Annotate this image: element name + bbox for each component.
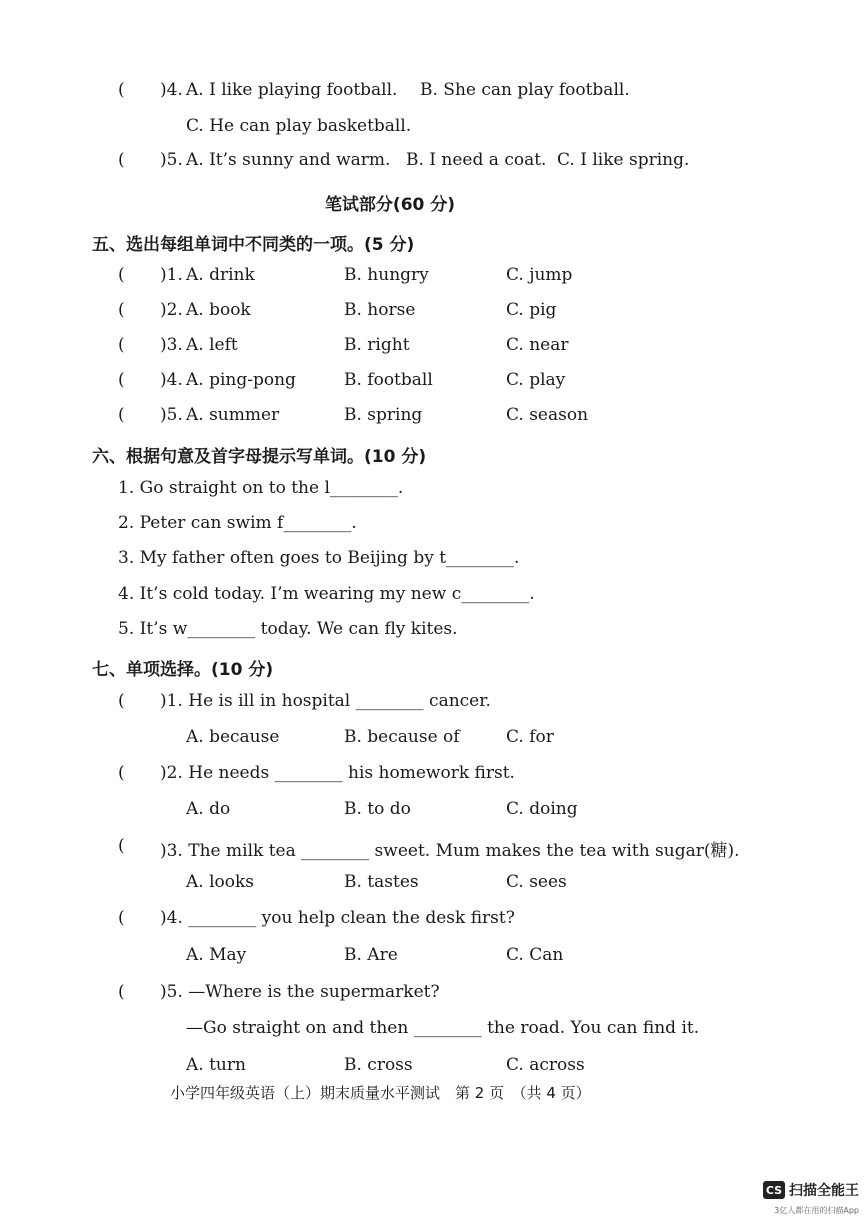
answer-paren: ( [118, 150, 125, 170]
option-a: A. It’s sunny and warm. [186, 150, 391, 170]
question-stem: )2. He needs ________ his homework first. [160, 763, 515, 783]
camscanner-logo-icon: CS [763, 1181, 785, 1199]
option-b: B. hungry [344, 265, 429, 285]
option-b: B. cross [344, 1055, 413, 1075]
option-c: C. across [506, 1055, 585, 1075]
page-footer: 小学四年级英语（上）期末质量水平测试 第 2 页 （共 4 页） [170, 1084, 591, 1102]
option-a: A. summer [186, 405, 280, 425]
option-c: C. Can [506, 945, 564, 965]
option-a: A. looks [186, 872, 255, 892]
option-b: B. right [344, 335, 410, 355]
option-c: C. season [506, 405, 589, 425]
option-c: C. I like spring. [557, 150, 690, 170]
option-c: C. doing [506, 799, 578, 819]
scanner-tagline: 3亿人都在用的扫描App [774, 1206, 859, 1215]
question-number: )2. [160, 300, 183, 320]
option-c: C. pig [506, 300, 557, 320]
answer-paren: ( [118, 763, 125, 783]
answer-paren: ( [118, 836, 125, 856]
question-stem: )4. ________ you help clean the desk first? [160, 908, 515, 928]
section-5-title: 五、选出每组单词中不同类的一项。(5 分) [92, 235, 415, 255]
section-6-title: 六、根据句意及首字母提示写单词。(10 分) [92, 447, 427, 467]
option-a: A. I like playing football. [186, 80, 398, 100]
option-c: C. for [506, 727, 554, 747]
option-b: B. Are [344, 945, 398, 965]
option-a: A. turn [186, 1055, 246, 1075]
answer-paren: ( [118, 370, 125, 390]
option-b: B. to do [344, 799, 411, 819]
question-stem: )5. —Where is the supermarket? [160, 982, 440, 1002]
option-a: A. book [186, 300, 251, 320]
fill-in-sentence: 1. Go straight on to the l________. [118, 478, 404, 498]
answer-paren: ( [118, 80, 125, 100]
answer-paren: ( [118, 335, 125, 355]
option-a: A. left [186, 335, 238, 355]
question-number: )4. [160, 370, 183, 390]
option-c: C. near [506, 335, 569, 355]
fill-in-sentence: 3. My father often goes to Beijing by t________. [118, 548, 520, 568]
question-stem: )1. He is ill in hospital ________ cancer. [160, 691, 491, 711]
answer-paren: ( [118, 405, 125, 425]
question-number: )1. [160, 265, 183, 285]
fill-in-sentence: 4. It’s cold today. I’m wearing my new c________. [118, 584, 535, 604]
question-number: )4. [160, 80, 183, 100]
answer-paren: ( [118, 265, 125, 285]
section-7-title: 七、单项选择。(10 分) [92, 660, 274, 680]
option-c: C. He can play basketball. [186, 116, 412, 136]
option-a: A. because [186, 727, 280, 747]
option-b: B. spring [344, 405, 423, 425]
option-a: A. do [186, 799, 231, 819]
option-c: C. sees [506, 872, 567, 892]
option-a: A. drink [186, 265, 255, 285]
written-part-title: 笔试部分(60 分) [324, 195, 456, 215]
fill-in-sentence: 2. Peter can swim f________. [118, 513, 357, 533]
question-stem-continued: —Go straight on and then ________ the road. You can find it. [186, 1018, 700, 1038]
option-b: B. horse [344, 300, 416, 320]
question-number: )5. [160, 405, 183, 425]
scanner-watermark [763, 1180, 859, 1200]
option-c: C. jump [506, 265, 573, 285]
scanner-app-name: 扫描全能王 [789, 1183, 859, 1199]
answer-paren: ( [118, 300, 125, 320]
question-number: )5. [160, 150, 183, 170]
option-b: B. tastes [344, 872, 419, 892]
question-stem: )3. The milk tea ________ sweet. Mum makes the tea with sugar(糖). [160, 841, 740, 861]
answer-paren: ( [118, 908, 125, 928]
answer-paren: ( [118, 691, 125, 711]
option-b: B. She can play football. [420, 80, 630, 100]
option-b: B. because of [344, 727, 460, 747]
question-number: )3. [160, 335, 183, 355]
option-b: B. football [344, 370, 433, 390]
answer-paren: ( [118, 982, 125, 1002]
option-a: A. May [186, 945, 247, 965]
option-a: A. ping-pong [186, 370, 296, 390]
fill-in-sentence: 5. It’s w________ today. We can fly kites. [118, 619, 458, 639]
option-c: C. play [506, 370, 566, 390]
option-b: B. I need a coat. [406, 150, 547, 170]
